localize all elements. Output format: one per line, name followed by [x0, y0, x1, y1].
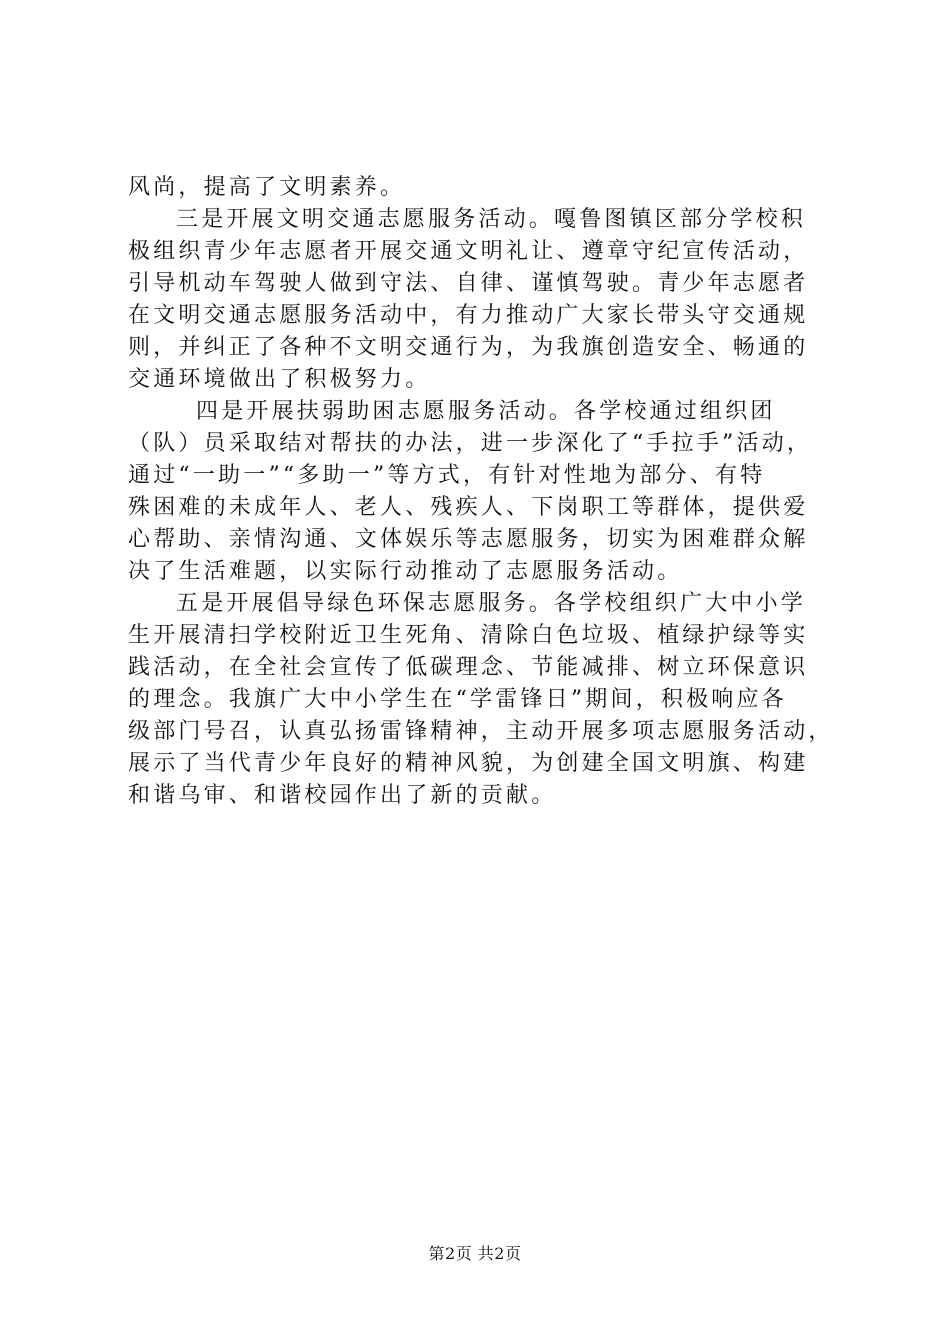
text-line: 心帮助、亲情沟通、文体娱乐等志愿服务，切实为困难群众解 [128, 527, 809, 552]
text-line: 三是开展文明交通志愿服务活动。嘎鲁图镇区部分学校积 [176, 207, 807, 232]
text-line: 在文明交通志愿服务活动中，有力推动广大家长带头守交通规 [128, 303, 809, 328]
text-line: 五是开展倡导绿色环保志愿服务。各学校组织广大中小学 [176, 591, 807, 616]
paragraph-continuation [128, 172, 838, 204]
document-body [128, 172, 838, 812]
text-line: 极组织青少年志愿者开展交通文明礼让、遵章守纪宣传活动， [128, 239, 809, 264]
text-line: （队）员采取结对帮扶的办法，进一步深化了“手拉手”活动， [128, 431, 813, 456]
text-line: 的理念。我旗广大中小学生在“学雷锋日”期间，积极响应各 [128, 687, 787, 712]
text-line: 则，并纠正了各种不文明交通行为，为我旗创造安全、畅通的 [128, 335, 809, 360]
text-line: 和谐乌审、和谐校园作出了新的贡献。 [128, 783, 557, 808]
text-line: 决了生活难题，以实际行动推动了志愿服务活动。 [128, 559, 683, 584]
paragraph-environment-volunteer [128, 588, 838, 812]
page-number-footer: 第2页 共2页 [428, 1244, 522, 1263]
text-line: 四是开展扶弱助困志愿服务活动。各学校通过组织团 [196, 399, 776, 424]
text-line: 生开展清扫学校附近卫生死角、清除白色垃圾、植绿护绿等实 [128, 623, 809, 648]
paragraph-traffic-volunteer [128, 204, 838, 396]
text-line: 交通环境做出了积极努力。 [128, 367, 431, 392]
text-line: 风尚，提高了文明素养。 [128, 175, 406, 200]
text-line: 展示了当代青少年良好的精神风貌，为创建全国文明旗、构建 [128, 751, 809, 776]
text-line: 通过“一助一”“多助一”等方式，有针对性地为部分、有特 [128, 463, 766, 488]
text-line: 践活动，在全社会宣传了低碳理念、节能减排、树立环保意识 [128, 655, 809, 680]
text-line: 级部门号召，认真弘扬雷锋精神，主动开展多项志愿服务活动， [128, 719, 834, 744]
text-line: 引导机动车驾驶人做到守法、自律、谨慎驾驶。青少年志愿者 [128, 271, 809, 296]
paragraph-assistance-volunteer [128, 396, 838, 588]
text-line: 殊困难的未成年人、老人、残疾人、下岗职工等群体，提供爱 [128, 495, 809, 520]
